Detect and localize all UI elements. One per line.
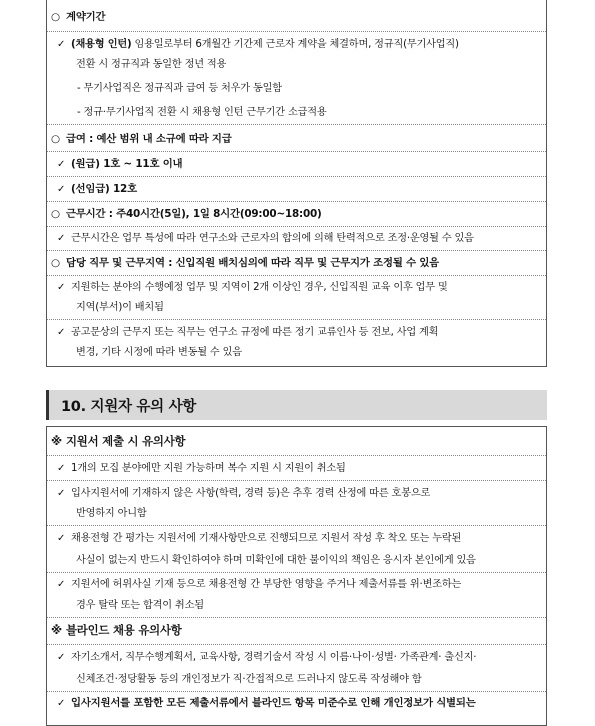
check-icon: ✓ — [57, 39, 66, 50]
check-icon: ✓ — [57, 282, 66, 293]
applicant-item-text: 1개의 모집 분야에만 지원 가능하며 복수 지원 시 지원이 취소됨 — [71, 463, 346, 474]
duty-item-text: 공고문상의 근무지 또는 직무는 연구소 규정에 따른 정기 교류인사 등 전보, 사업 계획 — [71, 327, 439, 338]
pay-title: 급여 : 예산 범위 내 소규에 따라 지급 — [66, 133, 232, 145]
applicant-item-line — [57, 578, 461, 591]
divider — [47, 644, 546, 645]
applicant-item-text-cont: 사실이 없는지 반드시 확인하여야 하며 미확인에 대한 불이익의 책임은 응시자 본인에게 있음 — [76, 555, 476, 566]
divider — [47, 691, 546, 692]
blind-item-text: 자기소개서, 직무수행계획서, 교육사항, 경력기술서 작성 시 이름·나이·성별· 가족관계· 출신지· — [71, 652, 477, 663]
circle-bullet-icon: ○ — [51, 11, 60, 23]
check-icon: ✓ — [57, 233, 66, 244]
applicant-title: 지원서 제출 시 유의사항 — [66, 434, 186, 448]
divider — [47, 455, 546, 456]
intern-type-text: 임용일로부터 6개월간 기간제 근로자 계약을 체결하며, 정규직(무기사업직) — [131, 39, 459, 50]
check-icon: ✓ — [57, 184, 66, 195]
contract-title: 계약기간 — [66, 11, 106, 23]
check-icon: ✓ — [57, 463, 66, 474]
applicant-item-text: 채용전형 간 평가는 지원서에 기재사항만으로 진행되므로 지원서 작성 후 착오 또는 누락된 — [71, 533, 462, 544]
check-icon: ✓ — [57, 159, 66, 170]
applicant-item-text-cont: 반영하지 아니함 — [76, 508, 147, 519]
divider — [47, 250, 546, 251]
blind-item-line — [57, 697, 476, 710]
duty-title: 담당 직무 및 근무지역 : 신입직원 배치심의에 따라 직무 및 근무지가 조정될 수 있음 — [66, 257, 440, 269]
reference-mark-icon: ※ — [51, 623, 62, 637]
duty-item-line — [57, 326, 438, 339]
blind-heading — [51, 624, 182, 637]
pay-senior: (선임급) 12호 — [71, 183, 137, 195]
blind-item-text-cont: 신체조건·정당활동 등의 개인정보가 직·간접적으로 드러나지 않도록 작성해야 함 — [76, 674, 422, 685]
blind-item-text: 입사지원서를 포함한 모든 제출서류에서 블라인드 항목 미준수로 인해 개인정보가 식별되는 — [71, 697, 476, 709]
hours-text: 근무시간은 업무 특성에 따라 연구소와 근로자의 합의에 의해 탄력적으로 조정·운영될 수 있음 — [71, 233, 474, 244]
intern-type-text-cont: 전환 시 정규직과 동일한 정년 적용 — [76, 59, 227, 70]
hours-heading — [51, 208, 322, 221]
applicant-item-text: 지원서에 허위사실 기재 등으로 채용전형 간 부당한 영향을 주거나 제출서류를 위·변조하는 — [71, 579, 462, 590]
contract-type-line — [57, 38, 459, 51]
duty-item-text: 지원하는 분야의 수행예정 업무 및 지역이 2개 이상인 경우, 신입직원 교육 이후 업무 및 — [71, 282, 448, 293]
check-icon: ✓ — [57, 652, 66, 663]
reference-mark-icon: ※ — [51, 434, 62, 448]
check-icon: ✓ — [57, 488, 66, 499]
divider — [47, 617, 546, 618]
circle-bullet-icon: ○ — [51, 133, 60, 145]
hours-text-line — [57, 232, 474, 245]
divider — [47, 201, 546, 202]
circle-bullet-icon: ○ — [51, 257, 60, 269]
divider — [47, 319, 546, 320]
blind-title: 블라인드 채용 유의사항 — [66, 623, 182, 637]
divider — [47, 176, 546, 177]
divider — [47, 480, 546, 481]
section-header-band — [46, 390, 547, 420]
duty-item-text-cont: 지역(부서)이 배치됨 — [76, 302, 164, 313]
divider — [47, 275, 546, 276]
circle-bullet-icon: ○ — [51, 208, 60, 220]
recruitment-conditions-box — [46, 0, 547, 367]
applicant-item-line — [57, 487, 430, 500]
divider — [47, 226, 546, 227]
check-icon: ✓ — [57, 698, 66, 709]
duty-item-text-cont: 변경, 기타 시정에 따라 변동될 수 있음 — [76, 347, 242, 358]
check-icon: ✓ — [57, 327, 66, 338]
applicant-item-line — [57, 462, 346, 475]
pay-base: (원급) 1호 ~ 11호 이내 — [71, 158, 183, 170]
divider — [47, 525, 546, 526]
pay-heading — [51, 133, 232, 146]
divider — [47, 124, 546, 125]
intern-type-label: (채용형 인턴) — [71, 39, 132, 50]
duty-item-line — [57, 281, 448, 294]
divider — [47, 572, 546, 573]
pay-base-line — [57, 158, 182, 171]
contract-note: - 정규·무기사업직 전환 시 채용형 인턴 근무기간 소급적용 — [77, 107, 327, 118]
applicant-item-text: 입사지원서에 기재하지 않은 사항(학력, 경력 등)은 추후 경력 산정에 따른 호봉으로 — [71, 488, 431, 499]
hours-title: 근무시간 : 주40시간(5일), 1일 8시간(09:00~18:00) — [66, 208, 322, 220]
divider — [47, 31, 546, 32]
check-icon: ✓ — [57, 533, 66, 544]
duty-heading — [51, 257, 439, 270]
contract-note: - 무기사업직은 정규직과 급여 등 처우가 동일함 — [77, 83, 282, 94]
pay-senior-line — [57, 183, 137, 196]
applicant-notice-box — [46, 426, 547, 726]
contract-period-heading — [51, 11, 105, 24]
applicant-item-line — [57, 532, 461, 545]
applicant-heading — [51, 435, 185, 448]
check-icon: ✓ — [57, 579, 66, 590]
section-title: 10. 지원자 유의 사항 — [61, 399, 196, 415]
divider — [47, 151, 546, 152]
blind-item-line — [57, 651, 476, 664]
applicant-item-text-cont: 경우 탈락 또는 합격이 취소됨 — [76, 600, 204, 611]
